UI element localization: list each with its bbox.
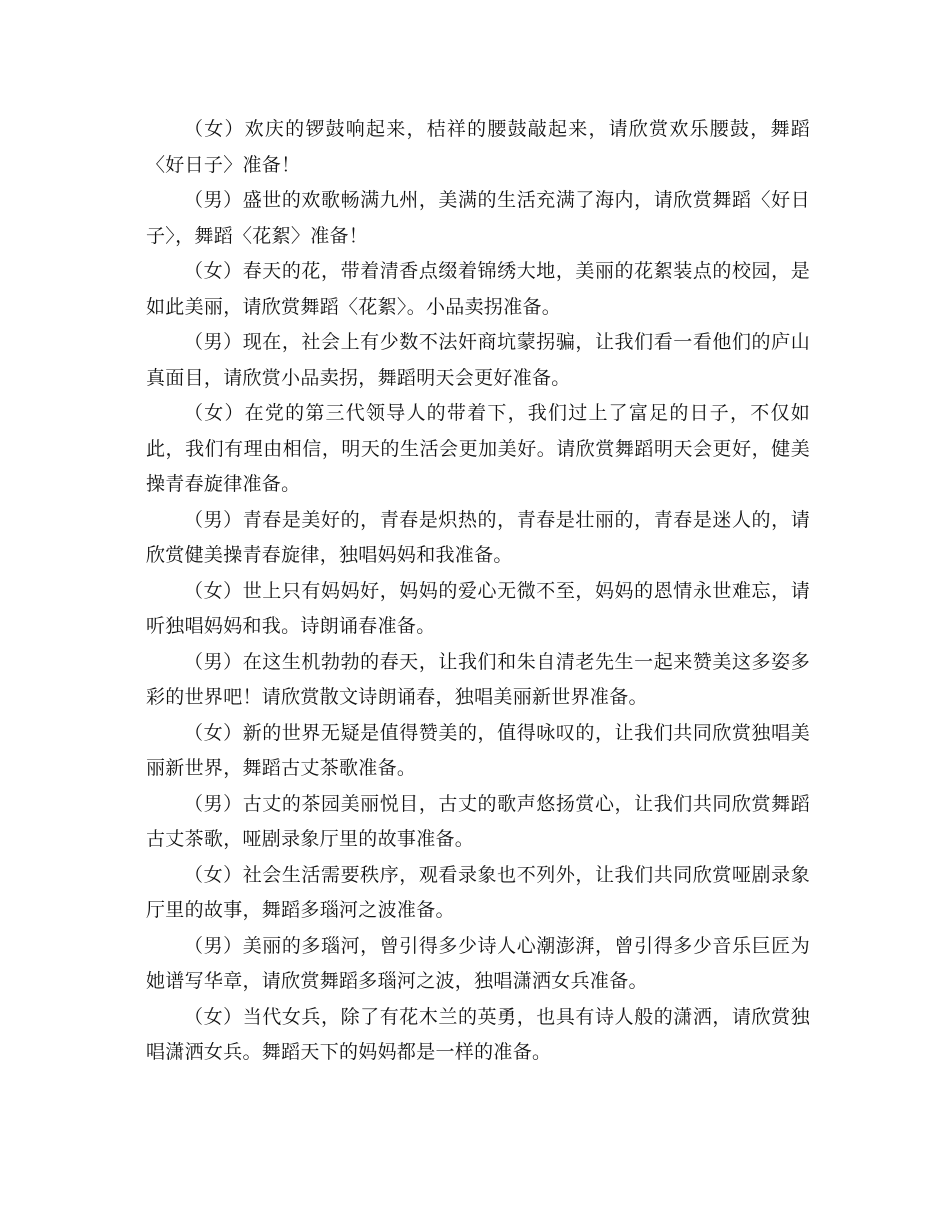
paragraph-8: （男）在这生机勃勃的春天，让我们和朱自清老先生一起来赞美这多姿多彩的世界吧！请欣赏散文诗朗诵春，独唱美丽新世界准备。 <box>146 650 810 708</box>
paragraph-5: （女）在党的第三代领导人的带着下，我们过上了富足的日子，不仅如此，我们有理由相信，明天的生活会更加美好。请欣赏舞蹈明天会更好，健美操青春旋律准备。 <box>146 402 810 495</box>
paragraph-3: （女）春天的花，带着清香点缀着锦绣大地，美丽的花絮装点的校园，是如此美丽，请欣赏舞蹈〈花絮〉。小品卖拐准备。 <box>146 260 810 318</box>
paragraph-2: （男）盛世的欢歌畅满九州，美满的生活充满了海内，请欣赏舞蹈〈好日子〉，舞蹈〈花絮〉准备！ <box>146 189 810 247</box>
paragraph-6: （男）青春是美好的，青春是炽热的，青春是壮丽的，青春是迷人的，请欣赏健美操青春旋律，独唱妈妈和我准备。 <box>146 508 810 566</box>
paragraph-11: （女）社会生活需要秩序，观看录象也不列外，让我们共同欣赏哑剧录象厅里的故事，舞蹈多瑙河之波准备。 <box>146 863 810 921</box>
paragraph-4: （男）现在，社会上有少数不法奸商坑蒙拐骗，让我们看一看他们的庐山真面目，请欣赏小品卖拐，舞蹈明天会更好准备。 <box>146 331 810 389</box>
paragraph-12: （男）美丽的多瑙河，曾引得多少诗人心潮澎湃，曾引得多少音乐巨匠为她谱写华章，请欣赏舞蹈多瑙河之波，独唱潇洒女兵准备。 <box>146 934 810 992</box>
paragraph-1: （女）欢庆的锣鼓响起来，桔祥的腰鼓敲起来，请欣赏欢乐腰鼓，舞蹈〈好日子〉准备！ <box>146 118 810 176</box>
paragraph-10: （男）古丈的茶园美丽悦目，古丈的歌声悠扬赏心，让我们共同欣赏舞蹈古丈茶歌，哑剧录象厅里的故事准备。 <box>146 792 810 850</box>
paragraph-9: （女）新的世界无疑是值得赞美的，值得咏叹的，让我们共同欣赏独唱美丽新世界，舞蹈古丈茶歌准备。 <box>146 721 810 779</box>
paragraph-7: （女）世上只有妈妈好，妈妈的爱心无微不至，妈妈的恩情永世难忘，请听独唱妈妈和我。诗朗诵春准备。 <box>146 579 810 637</box>
document-body <box>146 112 810 1071</box>
paragraph-13: （女）当代女兵，除了有花木兰的英勇，也具有诗人般的潇洒，请欣赏独唱潇洒女兵。舞蹈天下的妈妈都是一样的准备。 <box>146 1005 810 1063</box>
